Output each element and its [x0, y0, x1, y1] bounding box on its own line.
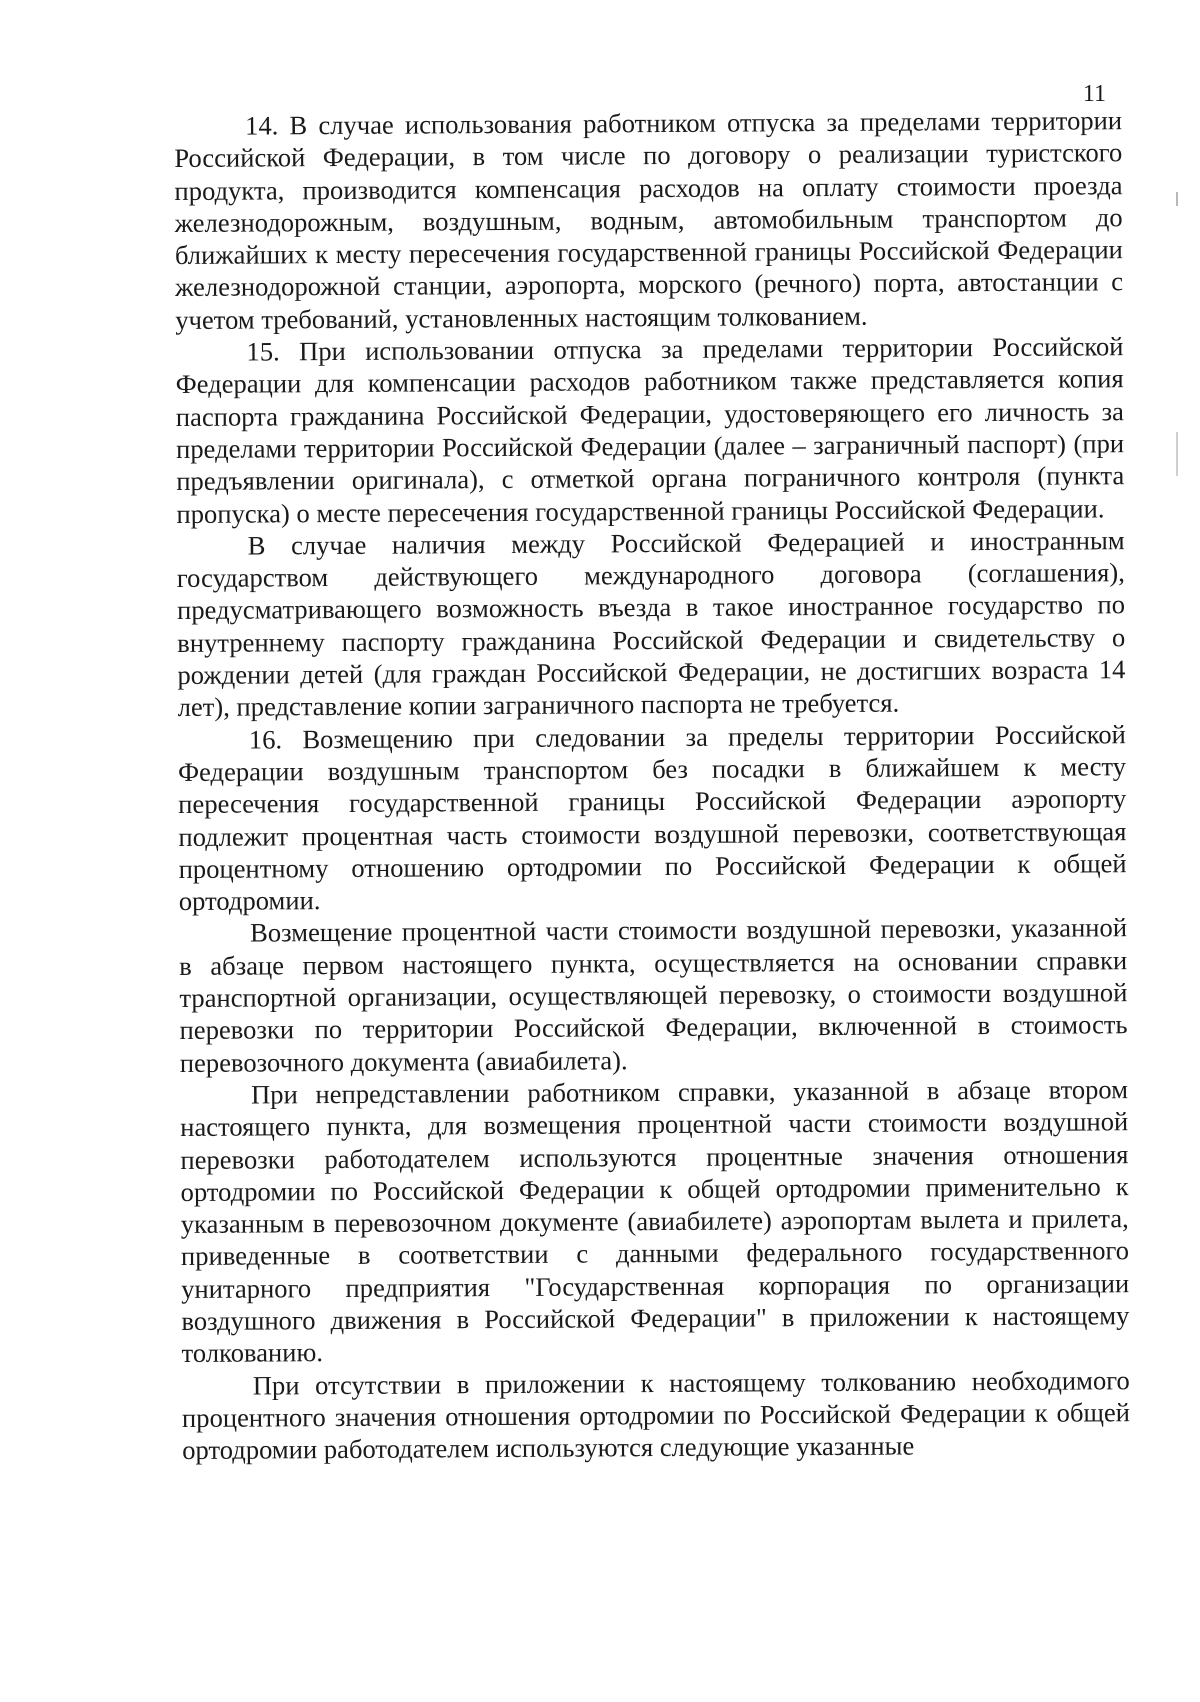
scan-artifact-mark	[1176, 432, 1178, 476]
paragraph-16-second: Возмещение процентной части стоимости воздушной перевозки, указанной в абзаце первом настоящего пункта, осуществляется на основании справки транспортной организации, осуществляющей перевозку, о стоимости воздушной перевозки по территории Российской Федерации, включенной в стоимость перевозочного документа (авиабилета).	[179, 912, 1128, 1078]
scan-artifact-mark	[1176, 192, 1178, 206]
paragraph-16-fourth: При отсутствии в приложении к настоящему толкованию необходимого процентного значения отношения ортодромии по Российской Федерации к общей ортодромии работодателем используются следующие указанные	[181, 1364, 1131, 1466]
paragraph-16: 16. Возмещению при следовании за пределы территории Российской Федерации воздушным транспортом без посадки в ближайшем к месту пересечения государственной границы Российской Федерации аэропорту подлежит процентная часть стоимости воздушной перевозки, соответствующая процентному отношению ортодромии по Российской Федерации к общей ортодромии.	[177, 718, 1127, 917]
paragraph-14: 14. В случае использования работником отпуска за пределами территории Российской Федерации, в том числе по договору о реализации туристского продукта, производится компенсация расходов на оплату стоимости проезда железнодорожным, воздушным, водным, автомобильным транспортом до ближайших к месту пересечения государственной границы Российской Федерации железнодорожной станции, аэропорта, морского (речного) порта, автостанции с учетом требований, установленных настоящим толкованием.	[174, 105, 1124, 335]
paragraph-15: 15. При использовании отпуска за пределами территории Российской Федерации для компенсации расходов работником также представляется копия паспорта гражданина Российской Федерации, удостоверяющего его личность за пределами территории Российской Федерации (далее – заграничный паспорт) (при предъявлении оригинала), с отметкой органа пограничного контроля (пункта пропуска) о месте пересечения государственной границы Российской Федерации.	[175, 331, 1125, 529]
paragraph-15-second: В случае наличия между Российской Федерацией и иностранным государством действующего международного договора (соглашения), предусматривающего возможность въезда в такое иностранное государство по внутреннему паспорту гражданина Российской Федерации и свидетельству о рождении детей (для граждан Российской Федерации, не достигших возраста 14 лет), представление копии заграничного паспорта не требуется.	[176, 525, 1126, 723]
document-body	[174, 104, 1130, 1466]
paragraph-16-third: При непредставлении работником справки, указанной в абзаце втором настоящего пункта, для возмещения процентной части стоимости воздушной перевозки работодателем используются процентные значения отношения ортодромии по Российской Федерации к общей ортодромии применительно к указанным в перевозочном документе (авиабилете) аэропортам вылета и прилета, приведенные в соответствии с данными федерального государственного унитарного предприятия "Государственная корпорация по организации воздушного движения в Российской Федерации" в приложении к настоящему толкованию.	[180, 1074, 1130, 1369]
page-number: 11	[1082, 81, 1106, 107]
